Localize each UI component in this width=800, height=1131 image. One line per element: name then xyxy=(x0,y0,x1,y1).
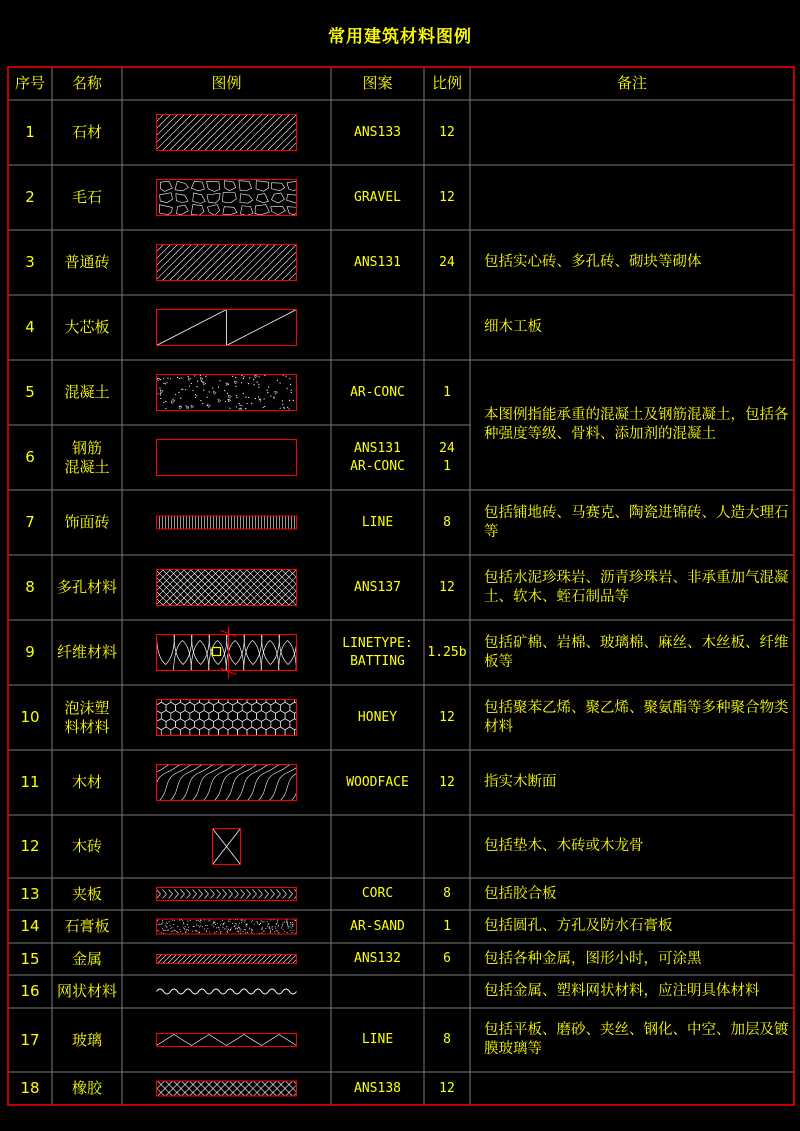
row-remark: 包括各种金属，图形小时，可涂黑 xyxy=(484,950,702,967)
rubber-hatch-icon xyxy=(142,1081,325,1096)
sand-pattern-icon xyxy=(157,919,297,935)
row-index: 2 xyxy=(25,188,35,206)
batting-pattern-icon xyxy=(157,627,315,679)
row-index: 1 xyxy=(25,123,35,141)
row-name: 大芯板 xyxy=(64,318,110,336)
row-scale: 24 xyxy=(439,254,455,270)
row-pattern: CORC xyxy=(361,886,394,901)
row-name: 混凝土 xyxy=(64,383,110,401)
row-index: 9 xyxy=(25,643,35,661)
row-index: 12 xyxy=(20,837,40,855)
row-scale: 12 xyxy=(439,774,455,790)
row-scale: 12 xyxy=(439,124,455,140)
row-name: 玻璃 xyxy=(71,1030,102,1049)
row-pattern: LINE xyxy=(361,1032,394,1047)
row-pattern xyxy=(331,295,424,360)
row-pattern: LINE xyxy=(361,514,394,530)
row-scale: 12 xyxy=(439,189,455,205)
row-index: 15 xyxy=(20,949,40,968)
row-index: 7 xyxy=(25,513,35,531)
row-index: 4 xyxy=(25,318,35,336)
row-name: 饰面砖 xyxy=(64,513,110,531)
header-scale: 比例 xyxy=(431,74,462,92)
row-remark: 指实木断面 xyxy=(484,774,557,790)
row-scale: 6 xyxy=(443,951,451,966)
header-index: 序号 xyxy=(14,74,45,92)
row-scale: 1 xyxy=(443,384,451,400)
row-name: 毛石 xyxy=(71,188,102,206)
row-pattern: ANS131 AR-CONC xyxy=(350,440,405,474)
row-name: 普通砖 xyxy=(64,253,110,271)
reinforced-concrete-pattern-icon xyxy=(157,440,297,476)
row-remark: 包括平板、磨砂、夹丝、钢化、中空、加层及镀膜玻璃等 xyxy=(484,1022,789,1057)
row-remark: 包括水泥珍珠岩、沥青珍珠岩、非承重加气混凝土、软木、蛭石制品等 xyxy=(484,569,789,605)
honeycomb-pattern-icon xyxy=(152,694,309,738)
vertical-line-pattern-icon xyxy=(157,516,297,529)
row-scale: 12 xyxy=(439,579,455,595)
wood-grain-pattern-icon xyxy=(127,764,361,801)
row-scale: 1.25b xyxy=(427,644,467,660)
row-name: 泡沫塑 料材料 xyxy=(64,698,110,736)
row-pattern xyxy=(331,975,424,1008)
diagonal-hatch-icon xyxy=(121,245,367,281)
header-legend: 图例 xyxy=(211,74,242,92)
page-title: 常用建筑材料图例 xyxy=(328,27,472,47)
row-name: 橡胶 xyxy=(71,1079,102,1097)
diagonal-hatch-icon xyxy=(121,115,367,151)
row-remark: 包括矿棉、岩棉、玻璃棉、麻丝、木丝板、纤维板等 xyxy=(484,634,789,670)
row-scale: 24 1 xyxy=(439,440,455,474)
header-name: 名称 xyxy=(71,74,102,92)
row-scale: 12 xyxy=(439,709,455,725)
row-pattern: GRAVEL xyxy=(354,189,401,205)
crosshatch-pattern-icon xyxy=(121,570,367,606)
concrete-pattern-icon xyxy=(157,374,298,413)
row-pattern: ANS131 xyxy=(354,254,401,270)
row-name: 金属 xyxy=(71,949,102,968)
header-pattern: 图案 xyxy=(362,74,393,92)
row-name: 石材 xyxy=(71,123,102,141)
row-scale xyxy=(424,815,470,878)
row-name: 纤维材料 xyxy=(56,643,117,661)
row-remark: 包括聚苯乙烯、聚乙烯、聚氨酯等多种聚合物类材料 xyxy=(484,699,789,735)
row-scale: 8 xyxy=(443,886,451,901)
metal-hatch-icon xyxy=(148,955,312,964)
row-pattern: ANS137 xyxy=(354,579,401,595)
gravel-pattern-icon xyxy=(157,180,301,216)
row-scale: 8 xyxy=(443,1032,451,1047)
row-pattern: WOODFACE xyxy=(346,774,409,790)
row-index: 3 xyxy=(25,253,35,271)
row-pattern: ANS132 xyxy=(354,951,401,966)
row-name: 石膏板 xyxy=(64,917,110,935)
row-name: 网状材料 xyxy=(56,982,117,1000)
row-remark-merged: 本图例指能承重的混凝土及钢筋混凝土，包括各种强度等级、骨料、添加剂的混凝土 xyxy=(484,407,789,442)
chevron-pattern-icon xyxy=(157,888,299,901)
row-name: 夹板 xyxy=(71,884,102,903)
row-remark: 包括铺地砖、马赛克、陶瓷进锦砖、人造大理石等 xyxy=(484,504,789,540)
row-remark xyxy=(470,1072,794,1105)
row-name: 木砖 xyxy=(71,837,102,855)
row-pattern: AR-CONC xyxy=(350,384,405,400)
header-remark: 备注 xyxy=(616,74,647,92)
row-index: 8 xyxy=(25,578,35,596)
row-scale: 1 xyxy=(443,918,451,934)
row-remark: 包括金属、塑料网状材料，应注明具体材料 xyxy=(484,983,760,999)
row-pattern: HONEY xyxy=(357,709,398,725)
row-name: 钢筋 混凝土 xyxy=(64,438,110,476)
row-pattern: AR-SAND xyxy=(350,918,405,934)
row-index: 5 xyxy=(25,383,35,401)
row-pattern: ANS138 xyxy=(354,1080,401,1096)
row-remark xyxy=(470,100,794,165)
row-name: 木材 xyxy=(71,773,102,791)
blockboard-pattern-icon xyxy=(157,310,297,346)
zigzag-line-icon xyxy=(157,1034,297,1047)
row-index: 13 xyxy=(20,884,40,903)
wave-line-icon xyxy=(157,989,297,994)
row-index: 11 xyxy=(20,773,40,791)
row-remark: 包括胶合板 xyxy=(484,885,557,902)
row-scale xyxy=(424,975,470,1008)
row-pattern xyxy=(331,815,424,878)
row-scale: 8 xyxy=(443,514,451,530)
row-remark: 包括圆孔、方孔及防水石膏板 xyxy=(484,918,673,934)
row-name: 多孔材料 xyxy=(56,578,117,596)
row-index: 6 xyxy=(25,448,35,466)
row-remark: 包括垫木、木砖或木龙骨 xyxy=(484,838,644,854)
row-pattern: LINETYPE: BATTING xyxy=(342,635,413,669)
row-remark xyxy=(470,165,794,230)
row-scale: 12 xyxy=(439,1080,455,1096)
row-scale xyxy=(424,295,470,360)
row-index: 16 xyxy=(20,982,40,1000)
row-index: 17 xyxy=(20,1030,40,1049)
row-remark: 细木工板 xyxy=(484,319,542,335)
row-remark: 包括实心砖、多孔砖、砌块等砌体 xyxy=(484,254,702,270)
row-index: 14 xyxy=(20,917,40,935)
row-index: 10 xyxy=(20,708,40,726)
row-index: 18 xyxy=(20,1079,40,1097)
wood-block-cross-icon xyxy=(213,829,241,865)
row-pattern: ANS133 xyxy=(354,124,401,140)
